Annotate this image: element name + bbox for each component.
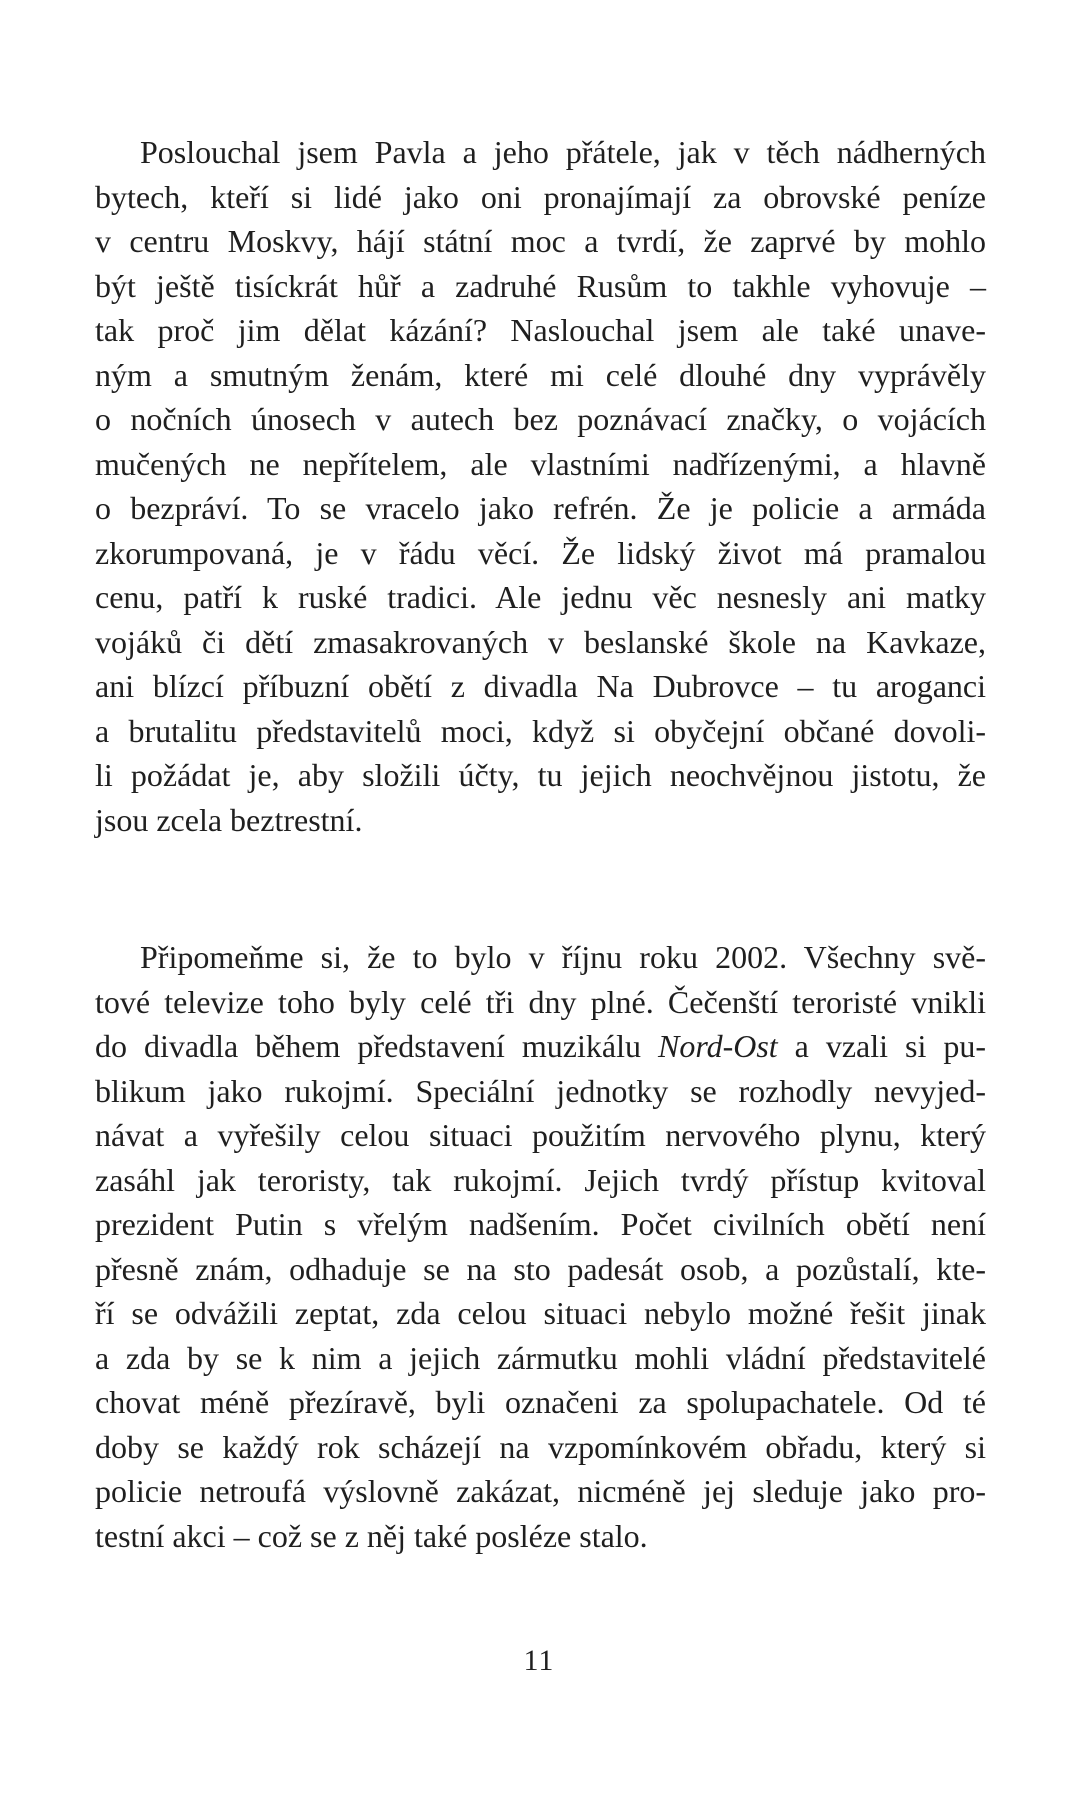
page-number: 11 <box>523 1644 555 1677</box>
text-line: chovat méně přezíravě, byli označeni za spolupachatele. Od té <box>95 1384 986 1420</box>
text-line: ani blízcí příbuzní obětí z divadla Na Dubrovce – tu aroganci <box>95 668 986 704</box>
text-line: cenu, patří k ruské tradici. Ale jednu věc nesnesly ani matky <box>95 579 986 615</box>
text-line: o bezpráví. To se vracelo jako refrén. Že je policie a armáda <box>95 490 986 526</box>
text-line-with-title <box>95 1024 986 1069</box>
text-line: v centru Moskvy, hájí státní moc a tvrdí, že zaprvé by mohlo <box>95 223 986 259</box>
text-line: a zda by se k nim a jejich zármutku mohli vládní představitelé <box>95 1339 986 1376</box>
musical-title: Nord-Ost <box>657 1028 778 1064</box>
text-line: testní akci – což se z něj také posléze stalo. <box>95 1517 648 1554</box>
text-line: ným a smutným ženám, které mi celé dlouhé dny vyprávěly <box>95 356 986 393</box>
text-fragment: a vzali si pu- <box>777 1028 987 1064</box>
paragraph-1 <box>95 130 986 842</box>
text-fragment: do divadla během představení muzikálu <box>95 1028 658 1064</box>
text-line: blikum jako rukojmí. Speciální jednotky se rozhodly nevyjed- <box>95 1072 986 1109</box>
text-line: a brutalitu představitelů moci, když si obyčejní občané dovoli- <box>95 712 986 749</box>
text-line: vojáků či dětí zmasakrovaných v beslanské škole na Kavkaze, <box>95 623 986 660</box>
text-line: ří se odvážili zeptat, zda celou situaci nebylo možné řešit jinak <box>95 1295 986 1331</box>
text-line: přesně znám, odhaduje se na sto padesát osob, a pozůstalí, kte- <box>95 1250 986 1287</box>
text-line: být ještě tisíckrát hůř a zadruhé Rusům to takhle vyhovuje – <box>95 267 986 304</box>
text-line: tové televize toho byly celé tři dny plné. Čečenští teroristé vnikli <box>95 983 986 1020</box>
text-line: li požádat je, aby složili účty, tu jejich neochvějnou jistotu, že <box>95 757 986 793</box>
text-line: bytech, kteří si lidé jako oni pronajímají za obrovské peníze <box>95 178 986 215</box>
text-line: Poslouchal jsem Pavla a jeho přátele, jak v těch nádherných <box>140 134 986 170</box>
text-line: doby se každý rok scházejí na vzpomínkovém obřadu, který si <box>95 1428 986 1465</box>
paragraph-2 <box>95 935 986 1558</box>
text-line: policie netroufá výslovně zakázat, nicméně jej sleduje jako pro- <box>95 1473 986 1509</box>
text-line: tak proč jim dělat kázání? Naslouchal jsem ale také unave- <box>95 312 986 348</box>
text-line: zasáhl jak teroristy, tak rukojmí. Jejich tvrdý přístup kvitoval <box>95 1161 986 1198</box>
text-line: jsou zcela beztrestní. <box>95 801 363 838</box>
text-line: zkorumpovaná, je v řádu věcí. Že lidský život má pramalou <box>95 534 986 571</box>
text-line: mučených ne nepřítelem, ale vlastními nadřízenými, a hlavně <box>95 445 986 482</box>
text-line: návat a vyřešily celou situaci použitím nervového plynu, který <box>95 1117 986 1153</box>
text-line: Připomeňme si, že to bylo v říjnu roku 2002. Všechny svě- <box>140 939 986 975</box>
text-line: prezident Putin s vřelým nadšením. Počet civilních obětí není <box>95 1206 986 1242</box>
text-line: o nočních únosech v autech bez poznávací značky, o vojácích <box>95 401 986 437</box>
